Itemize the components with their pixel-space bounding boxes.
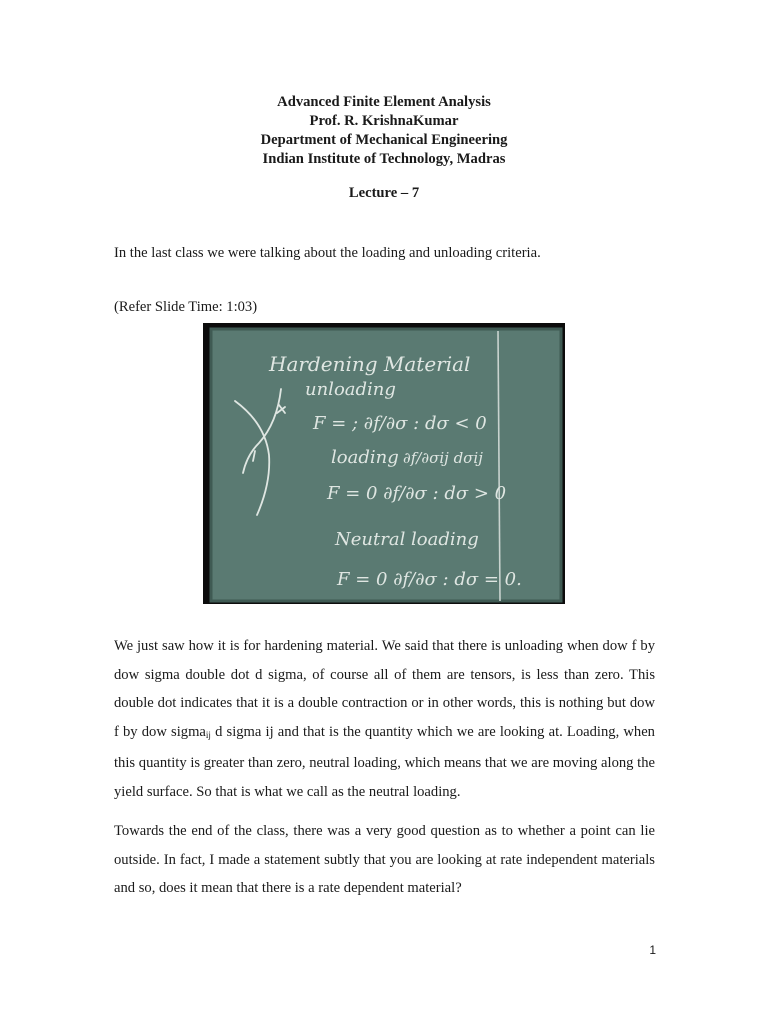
intro-paragraph: In the last class we were talking about the loading and unloading criteria. — [114, 245, 541, 261]
slide-loading-label: loading — [331, 447, 399, 468]
slide-neutral-equation: F = 0 ∂f/∂σ : dσ = 0. — [337, 569, 522, 590]
slide-unloading-label: unloading — [305, 379, 396, 400]
slide-loading-equation: F = 0 ∂f/∂σ : dσ > 0 — [327, 483, 507, 504]
lecture-slide-image — [203, 323, 565, 604]
institute-name: Indian Institute of Technology, Madras — [262, 151, 506, 167]
rate-dependence-paragraph: Towards the end of the class, there was a very good question as to whether a point can lie outside. In fact, I made a statement subtly that you are looking at rate independent materials and so, does it mean that there is a rate dependent material? — [114, 823, 655, 896]
chalkboard-drawing — [203, 323, 565, 604]
page-number: 1 — [649, 943, 656, 957]
slide-unloading-equation: F = ; ∂f/∂σ : dσ < 0 — [313, 413, 487, 434]
paragraph-text-part-a: We just saw how it is for hardening material. We said that there is unloading when dow f by dow sigma double dot d sigma, of course all of them are tensors, is less than zero. This double dot indicates that it is a double contraction or in other words, this is nothing but dow f by dow sigma — [114, 638, 655, 740]
paragraph-text-part-b: d sigma ij and that is the quantity which we are looking at. Loading, when this quantity is greater than zero, neutral loading, which means that we are moving along the yield surface. So that is what we call as the neutral loading. — [114, 723, 655, 800]
professor-name: Prof. R. KrishnaKumar — [309, 113, 459, 129]
lecture-number: Lecture – 7 — [348, 185, 420, 201]
subscript-ij: ij — [205, 729, 211, 740]
slide-title: Hardening Material — [269, 352, 471, 376]
slide-time-reference: (Refer Slide Time: 1:03) — [114, 299, 258, 315]
hardening-material-paragraph — [114, 632, 655, 806]
slide-loading-derivative: ∂f/∂σij dσij — [403, 449, 483, 467]
course-title: Advanced Finite Element Analysis — [277, 94, 491, 110]
department-name: Department of Mechanical Engineering — [260, 132, 508, 148]
slide-neutral-label: Neutral loading — [335, 529, 479, 550]
document-header — [0, 93, 768, 169]
